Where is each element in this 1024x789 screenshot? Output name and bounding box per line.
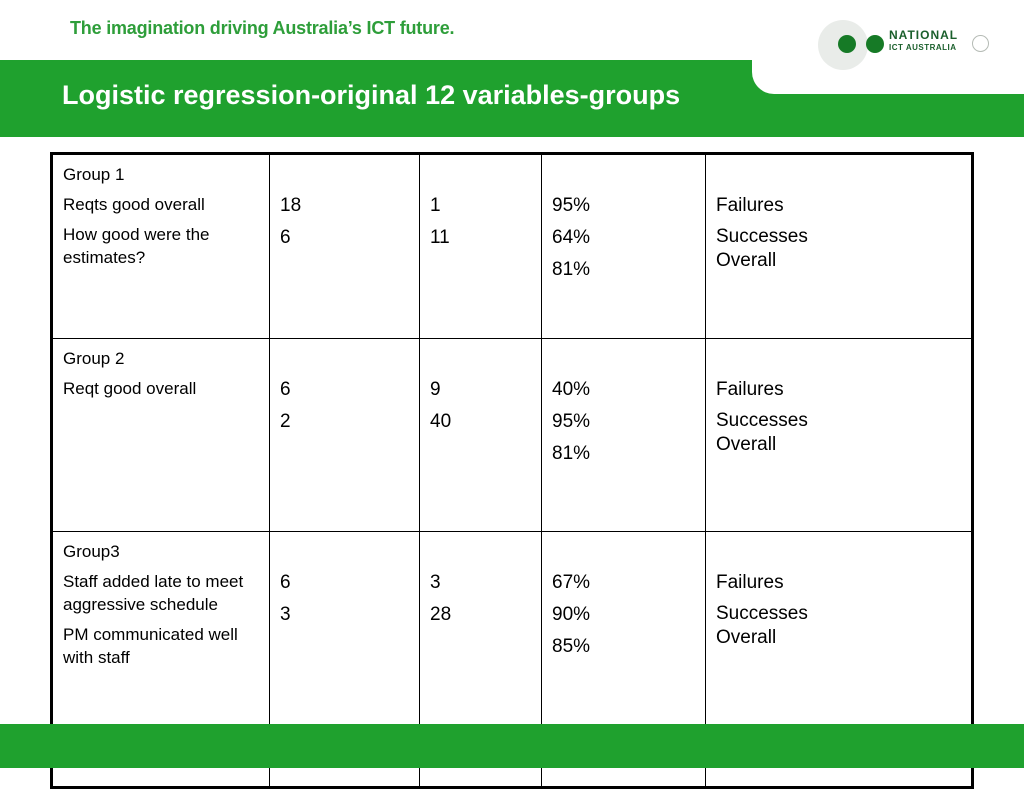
group-factor: Reqts good overall [63,195,205,214]
outcome-label: Successes [716,226,808,247]
outcome-label: Overall [716,250,777,271]
count-value: 3 [430,572,441,593]
percent-value: 95% [552,195,591,216]
group-name: Group 1 [63,165,125,184]
label-cell [706,339,973,532]
outcome-label: Successes [716,603,808,624]
count-value: 11 [430,227,450,248]
group-cell [52,339,270,532]
nicta-logo [818,18,998,74]
logo-line1: NATIONAL [889,28,959,42]
table-row [52,339,973,532]
logo-line2: ICT AUSTRALIA [889,43,957,52]
group-factor: Staff added late to meet aggressive schedule [63,572,244,614]
footer-band [0,724,1024,768]
label-cell [706,154,973,339]
count-value: 6 [280,227,291,248]
group-cell [52,154,270,339]
table-row [52,154,973,339]
logo-dot-icon [838,35,856,53]
outcome-label: Overall [716,434,777,455]
outcome-label: Failures [716,195,784,216]
group-factor: Reqt good overall [63,379,197,398]
outcome-label: Successes [716,410,808,431]
outcome-label: Overall [716,627,777,648]
group-name: Group3 [63,542,120,561]
percent-cell [542,154,706,339]
percent-value: 64% [552,227,591,248]
percent-cell [542,339,706,532]
slide-title: Logistic regression-original 12 variables-groups [62,80,681,110]
group-factor: How good were the estimates? [63,225,210,267]
outcome-label: Failures [716,379,784,400]
count-value: 9 [430,379,441,400]
logo-dot-icon [866,35,884,53]
count-value: 40 [430,411,452,432]
count-cell [420,339,542,532]
percent-value: 67% [552,572,591,593]
group-name: Group 2 [63,349,125,368]
count-value: 3 [280,604,291,625]
count-value: 6 [280,379,291,400]
percent-value: 85% [552,636,591,657]
logo-outline-dot-icon [972,35,989,52]
count-value: 6 [280,572,291,593]
count-cell [420,154,542,339]
count-value: 1 [430,195,441,216]
count-cell [270,154,420,339]
outcome-label: Failures [716,572,784,593]
count-value: 18 [280,195,302,216]
percent-value: 40% [552,379,591,400]
logo-text [889,29,958,52]
percent-value: 95% [552,411,591,432]
percent-value: 81% [552,443,591,464]
tagline: The imagination driving Australia’s ICT future. [70,18,455,38]
count-cell [270,339,420,532]
group-factor: PM communicated well with staff [63,625,238,667]
count-value: 2 [280,411,291,432]
count-value: 28 [430,604,452,625]
results-table [50,152,974,789]
percent-value: 81% [552,259,591,280]
percent-value: 90% [552,604,591,625]
